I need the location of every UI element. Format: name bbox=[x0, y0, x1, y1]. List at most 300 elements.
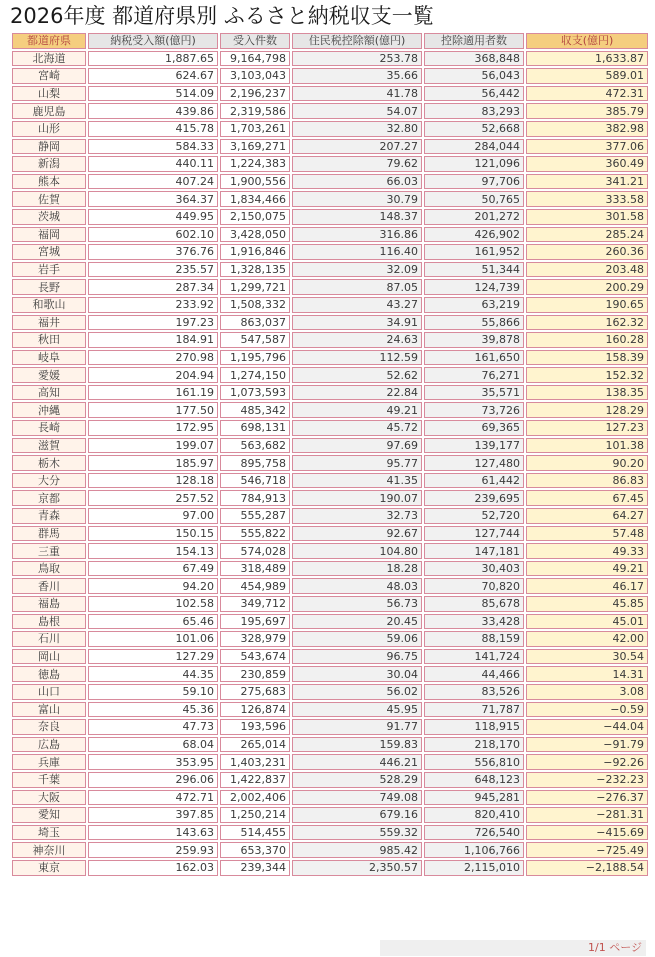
donation-count-cell: 563,682 bbox=[220, 438, 290, 454]
donation-count-cell: 1,224,383 bbox=[220, 156, 290, 172]
balance-cell: 49.21 bbox=[526, 561, 648, 577]
donation-count-cell: 555,287 bbox=[220, 508, 290, 524]
donation-count-cell: 1,422,837 bbox=[220, 772, 290, 788]
donation-count-cell: 1,900,556 bbox=[220, 174, 290, 190]
header-donation-count: 受入件数 bbox=[220, 33, 290, 49]
page-indicator: 1/1 ページ bbox=[380, 940, 646, 956]
donation-count-cell: 895,758 bbox=[220, 455, 290, 471]
deduction-users-cell: 648,123 bbox=[424, 772, 524, 788]
prefecture-cell: 岡山 bbox=[12, 649, 86, 665]
deduction-users-cell: 945,281 bbox=[424, 790, 524, 806]
prefecture-cell: 京都 bbox=[12, 490, 86, 506]
donation-amount-cell: 44.35 bbox=[88, 666, 218, 682]
tax-deduction-cell: 749.08 bbox=[292, 790, 422, 806]
table-row bbox=[12, 191, 648, 207]
deduction-users-cell: 63,219 bbox=[424, 297, 524, 313]
prefecture-cell: 香川 bbox=[12, 578, 86, 594]
tax-deduction-cell: 253.78 bbox=[292, 51, 422, 67]
header-prefecture: 都道府県 bbox=[12, 33, 86, 49]
table-row bbox=[12, 103, 648, 119]
donation-amount-cell: 101.06 bbox=[88, 631, 218, 647]
tax-deduction-cell: 52.62 bbox=[292, 367, 422, 383]
balance-cell: 162.32 bbox=[526, 315, 648, 331]
tax-deduction-cell: 207.27 bbox=[292, 139, 422, 155]
donation-amount-cell: 154.13 bbox=[88, 543, 218, 559]
deduction-users-cell: 52,668 bbox=[424, 121, 524, 137]
tax-deduction-cell: 316.86 bbox=[292, 227, 422, 243]
prefecture-cell: 石川 bbox=[12, 631, 86, 647]
tax-deduction-cell: 87.05 bbox=[292, 279, 422, 295]
tax-deduction-cell: 97.69 bbox=[292, 438, 422, 454]
donation-amount-cell: 94.20 bbox=[88, 578, 218, 594]
deduction-users-cell: 51,344 bbox=[424, 262, 524, 278]
deduction-users-cell: 44,466 bbox=[424, 666, 524, 682]
donation-amount-cell: 177.50 bbox=[88, 402, 218, 418]
deduction-users-cell: 124,739 bbox=[424, 279, 524, 295]
prefecture-cell: 沖縄 bbox=[12, 402, 86, 418]
balance-cell: −44.04 bbox=[526, 719, 648, 735]
balance-cell: 160.28 bbox=[526, 332, 648, 348]
donation-count-cell: 1,834,466 bbox=[220, 191, 290, 207]
donation-amount-cell: 353.95 bbox=[88, 754, 218, 770]
table-row bbox=[12, 402, 648, 418]
balance-cell: 67.45 bbox=[526, 490, 648, 506]
donation-amount-cell: 45.36 bbox=[88, 702, 218, 718]
tax-deduction-cell: 56.02 bbox=[292, 684, 422, 700]
donation-count-cell: 653,370 bbox=[220, 842, 290, 858]
deduction-users-cell: 88,159 bbox=[424, 631, 524, 647]
tax-deduction-cell: 66.03 bbox=[292, 174, 422, 190]
table-row bbox=[12, 702, 648, 718]
donation-amount-cell: 150.15 bbox=[88, 526, 218, 542]
donation-count-cell: 2,002,406 bbox=[220, 790, 290, 806]
table-row bbox=[12, 156, 648, 172]
prefecture-cell: 大分 bbox=[12, 473, 86, 489]
table-row bbox=[12, 367, 648, 383]
balance-cell: 190.65 bbox=[526, 297, 648, 313]
prefecture-cell: 大阪 bbox=[12, 790, 86, 806]
donation-amount-cell: 257.52 bbox=[88, 490, 218, 506]
prefecture-cell: 岩手 bbox=[12, 262, 86, 278]
prefecture-cell: 富山 bbox=[12, 702, 86, 718]
donation-count-cell: 555,822 bbox=[220, 526, 290, 542]
tax-deduction-cell: 92.67 bbox=[292, 526, 422, 542]
donation-amount-cell: 162.03 bbox=[88, 860, 218, 876]
donation-count-cell: 1,073,593 bbox=[220, 385, 290, 401]
table-row bbox=[12, 385, 648, 401]
table-row bbox=[12, 666, 648, 682]
table-row bbox=[12, 737, 648, 753]
donation-amount-cell: 407.24 bbox=[88, 174, 218, 190]
donation-amount-cell: 287.34 bbox=[88, 279, 218, 295]
header-donation-amount: 納税受入額(億円) bbox=[88, 33, 218, 49]
donation-amount-cell: 68.04 bbox=[88, 737, 218, 753]
balance-cell: 301.58 bbox=[526, 209, 648, 225]
tax-deduction-cell: 446.21 bbox=[292, 754, 422, 770]
tax-deduction-cell: 985.42 bbox=[292, 842, 422, 858]
deduction-users-cell: 83,293 bbox=[424, 103, 524, 119]
page-title: 2026年度 都道府県別 ふるさと納税収支一覧 bbox=[10, 4, 434, 28]
prefecture-cell: 福岡 bbox=[12, 227, 86, 243]
tax-deduction-cell: 159.83 bbox=[292, 737, 422, 753]
table-row bbox=[12, 825, 648, 841]
header-balance: 収支(億円) bbox=[526, 33, 648, 49]
prefecture-cell: 群馬 bbox=[12, 526, 86, 542]
donation-count-cell: 1,508,332 bbox=[220, 297, 290, 313]
balance-cell: 57.48 bbox=[526, 526, 648, 542]
deduction-users-cell: 127,744 bbox=[424, 526, 524, 542]
donation-amount-cell: 197.23 bbox=[88, 315, 218, 331]
donation-count-cell: 1,403,231 bbox=[220, 754, 290, 770]
header-row bbox=[12, 33, 648, 49]
table-row bbox=[12, 860, 648, 876]
prefecture-cell: 滋賀 bbox=[12, 438, 86, 454]
prefecture-cell: 山梨 bbox=[12, 86, 86, 102]
tax-deduction-cell: 116.40 bbox=[292, 244, 422, 260]
balance-cell: 260.36 bbox=[526, 244, 648, 260]
donation-count-cell: 1,195,796 bbox=[220, 350, 290, 366]
donation-count-cell: 3,169,271 bbox=[220, 139, 290, 155]
table-row bbox=[12, 649, 648, 665]
prefecture-cell: 広島 bbox=[12, 737, 86, 753]
tax-deduction-cell: 32.80 bbox=[292, 121, 422, 137]
prefecture-cell: 埼玉 bbox=[12, 825, 86, 841]
table-row bbox=[12, 209, 648, 225]
donation-count-cell: 514,455 bbox=[220, 825, 290, 841]
donation-amount-cell: 204.94 bbox=[88, 367, 218, 383]
balance-cell: 127.23 bbox=[526, 420, 648, 436]
deduction-users-cell: 71,787 bbox=[424, 702, 524, 718]
prefecture-cell: 新潟 bbox=[12, 156, 86, 172]
prefecture-cell: 山形 bbox=[12, 121, 86, 137]
tax-deduction-cell: 54.07 bbox=[292, 103, 422, 119]
donation-amount-cell: 235.57 bbox=[88, 262, 218, 278]
deduction-users-cell: 368,848 bbox=[424, 51, 524, 67]
balance-cell: 3.08 bbox=[526, 684, 648, 700]
table-row bbox=[12, 438, 648, 454]
balance-cell: 333.58 bbox=[526, 191, 648, 207]
donation-count-cell: 698,131 bbox=[220, 420, 290, 436]
balance-cell: 101.38 bbox=[526, 438, 648, 454]
deduction-users-cell: 61,442 bbox=[424, 473, 524, 489]
donation-amount-cell: 199.07 bbox=[88, 438, 218, 454]
tax-deduction-cell: 2,350.57 bbox=[292, 860, 422, 876]
tax-deduction-cell: 32.73 bbox=[292, 508, 422, 524]
deduction-users-cell: 70,820 bbox=[424, 578, 524, 594]
balance-cell: 382.98 bbox=[526, 121, 648, 137]
table-row bbox=[12, 174, 648, 190]
tax-deduction-cell: 112.59 bbox=[292, 350, 422, 366]
donation-amount-cell: 472.71 bbox=[88, 790, 218, 806]
donation-amount-cell: 128.18 bbox=[88, 473, 218, 489]
donation-amount-cell: 143.63 bbox=[88, 825, 218, 841]
balance-cell: 14.31 bbox=[526, 666, 648, 682]
deduction-users-cell: 426,902 bbox=[424, 227, 524, 243]
donation-count-cell: 546,718 bbox=[220, 473, 290, 489]
prefecture-cell: 岐阜 bbox=[12, 350, 86, 366]
tax-deduction-cell: 41.35 bbox=[292, 473, 422, 489]
tax-deduction-cell: 24.63 bbox=[292, 332, 422, 348]
table-row bbox=[12, 508, 648, 524]
balance-cell: 86.83 bbox=[526, 473, 648, 489]
table-row bbox=[12, 614, 648, 630]
deduction-users-cell: 218,170 bbox=[424, 737, 524, 753]
tax-deduction-cell: 45.95 bbox=[292, 702, 422, 718]
header-deduction-users: 控除適用者数 bbox=[424, 33, 524, 49]
donation-count-cell: 230,859 bbox=[220, 666, 290, 682]
donation-amount-cell: 127.29 bbox=[88, 649, 218, 665]
deduction-users-cell: 83,526 bbox=[424, 684, 524, 700]
donation-count-cell: 349,712 bbox=[220, 596, 290, 612]
prefecture-cell: 秋田 bbox=[12, 332, 86, 348]
table-row bbox=[12, 526, 648, 542]
deduction-users-cell: 127,480 bbox=[424, 455, 524, 471]
deduction-users-cell: 56,043 bbox=[424, 68, 524, 84]
donation-count-cell: 1,250,214 bbox=[220, 807, 290, 823]
balance-cell: 138.35 bbox=[526, 385, 648, 401]
balance-cell: 200.29 bbox=[526, 279, 648, 295]
balance-cell: −415.69 bbox=[526, 825, 648, 841]
balance-cell: −0.59 bbox=[526, 702, 648, 718]
prefecture-cell: 北海道 bbox=[12, 51, 86, 67]
table-row bbox=[12, 807, 648, 823]
deduction-users-cell: 284,044 bbox=[424, 139, 524, 155]
donation-amount-cell: 259.93 bbox=[88, 842, 218, 858]
donation-count-cell: 863,037 bbox=[220, 315, 290, 331]
table-row bbox=[12, 332, 648, 348]
donation-amount-cell: 296.06 bbox=[88, 772, 218, 788]
prefecture-cell: 高知 bbox=[12, 385, 86, 401]
prefecture-cell: 和歌山 bbox=[12, 297, 86, 313]
balance-cell: 45.01 bbox=[526, 614, 648, 630]
donation-amount-cell: 184.91 bbox=[88, 332, 218, 348]
prefecture-cell: 愛知 bbox=[12, 807, 86, 823]
deduction-users-cell: 76,271 bbox=[424, 367, 524, 383]
table-row bbox=[12, 279, 648, 295]
table-header bbox=[12, 33, 648, 49]
table-row bbox=[12, 350, 648, 366]
donation-amount-cell: 233.92 bbox=[88, 297, 218, 313]
donation-amount-cell: 376.76 bbox=[88, 244, 218, 260]
tax-deduction-cell: 30.04 bbox=[292, 666, 422, 682]
deduction-users-cell: 33,428 bbox=[424, 614, 524, 630]
donation-amount-cell: 602.10 bbox=[88, 227, 218, 243]
prefecture-cell: 山口 bbox=[12, 684, 86, 700]
table-row bbox=[12, 490, 648, 506]
deduction-users-cell: 118,915 bbox=[424, 719, 524, 735]
balance-cell: 45.85 bbox=[526, 596, 648, 612]
deduction-users-cell: 1,106,766 bbox=[424, 842, 524, 858]
donation-count-cell: 318,489 bbox=[220, 561, 290, 577]
donation-amount-cell: 59.10 bbox=[88, 684, 218, 700]
tax-deduction-cell: 56.73 bbox=[292, 596, 422, 612]
deduction-users-cell: 30,403 bbox=[424, 561, 524, 577]
donation-count-cell: 1,328,135 bbox=[220, 262, 290, 278]
prefecture-cell: 福島 bbox=[12, 596, 86, 612]
deduction-users-cell: 139,177 bbox=[424, 438, 524, 454]
donation-amount-cell: 440.11 bbox=[88, 156, 218, 172]
deduction-users-cell: 726,540 bbox=[424, 825, 524, 841]
donation-amount-cell: 47.73 bbox=[88, 719, 218, 735]
balance-cell: 64.27 bbox=[526, 508, 648, 524]
donation-count-cell: 547,587 bbox=[220, 332, 290, 348]
donation-count-cell: 328,979 bbox=[220, 631, 290, 647]
tax-deduction-cell: 559.32 bbox=[292, 825, 422, 841]
balance-cell: 385.79 bbox=[526, 103, 648, 119]
tax-deduction-cell: 30.79 bbox=[292, 191, 422, 207]
tax-deduction-cell: 95.77 bbox=[292, 455, 422, 471]
balance-cell: 285.24 bbox=[526, 227, 648, 243]
donation-count-cell: 193,596 bbox=[220, 719, 290, 735]
deduction-users-cell: 556,810 bbox=[424, 754, 524, 770]
balance-cell: 1,633.87 bbox=[526, 51, 648, 67]
balance-cell: 46.17 bbox=[526, 578, 648, 594]
prefecture-cell: 兵庫 bbox=[12, 754, 86, 770]
donation-count-cell: 195,697 bbox=[220, 614, 290, 630]
deduction-users-cell: 201,272 bbox=[424, 209, 524, 225]
table-row bbox=[12, 68, 648, 84]
deduction-users-cell: 161,650 bbox=[424, 350, 524, 366]
balance-cell: 49.33 bbox=[526, 543, 648, 559]
prefecture-cell: 静岡 bbox=[12, 139, 86, 155]
tax-deduction-cell: 45.72 bbox=[292, 420, 422, 436]
deduction-users-cell: 820,410 bbox=[424, 807, 524, 823]
table-row bbox=[12, 561, 648, 577]
donation-amount-cell: 102.58 bbox=[88, 596, 218, 612]
deduction-users-cell: 161,952 bbox=[424, 244, 524, 260]
donation-amount-cell: 65.46 bbox=[88, 614, 218, 630]
table-row bbox=[12, 473, 648, 489]
balance-cell: 589.01 bbox=[526, 68, 648, 84]
donation-amount-cell: 584.33 bbox=[88, 139, 218, 155]
tax-deduction-cell: 41.78 bbox=[292, 86, 422, 102]
donation-count-cell: 3,103,043 bbox=[220, 68, 290, 84]
donation-amount-cell: 397.85 bbox=[88, 807, 218, 823]
tax-deduction-cell: 22.84 bbox=[292, 385, 422, 401]
prefecture-cell: 千葉 bbox=[12, 772, 86, 788]
donation-count-cell: 239,344 bbox=[220, 860, 290, 876]
prefecture-cell: 長崎 bbox=[12, 420, 86, 436]
tax-deduction-cell: 148.37 bbox=[292, 209, 422, 225]
donation-count-cell: 9,164,798 bbox=[220, 51, 290, 67]
deduction-users-cell: 73,726 bbox=[424, 402, 524, 418]
table-row bbox=[12, 262, 648, 278]
donation-amount-cell: 1,887.65 bbox=[88, 51, 218, 67]
prefecture-cell: 長野 bbox=[12, 279, 86, 295]
deduction-users-cell: 85,678 bbox=[424, 596, 524, 612]
table-row bbox=[12, 455, 648, 471]
donation-count-cell: 265,014 bbox=[220, 737, 290, 753]
table-row bbox=[12, 684, 648, 700]
table-row bbox=[12, 121, 648, 137]
prefecture-cell: 奈良 bbox=[12, 719, 86, 735]
donation-amount-cell: 415.78 bbox=[88, 121, 218, 137]
table-row bbox=[12, 719, 648, 735]
prefecture-cell: 鳥取 bbox=[12, 561, 86, 577]
balance-cell: 472.31 bbox=[526, 86, 648, 102]
balance-cell: −281.31 bbox=[526, 807, 648, 823]
balance-cell: 128.29 bbox=[526, 402, 648, 418]
table-row bbox=[12, 315, 648, 331]
balance-cell: 377.06 bbox=[526, 139, 648, 155]
donation-count-cell: 2,150,075 bbox=[220, 209, 290, 225]
donation-count-cell: 485,342 bbox=[220, 402, 290, 418]
balance-cell: −725.49 bbox=[526, 842, 648, 858]
donation-amount-cell: 67.49 bbox=[88, 561, 218, 577]
prefecture-cell: 東京 bbox=[12, 860, 86, 876]
donation-count-cell: 126,874 bbox=[220, 702, 290, 718]
prefecture-cell: 福井 bbox=[12, 315, 86, 331]
tax-deduction-cell: 190.07 bbox=[292, 490, 422, 506]
prefecture-cell: 三重 bbox=[12, 543, 86, 559]
donation-amount-cell: 161.19 bbox=[88, 385, 218, 401]
prefecture-cell: 茨城 bbox=[12, 209, 86, 225]
donation-count-cell: 2,319,586 bbox=[220, 103, 290, 119]
tax-deduction-cell: 35.66 bbox=[292, 68, 422, 84]
tax-deduction-cell: 91.77 bbox=[292, 719, 422, 735]
table-row bbox=[12, 596, 648, 612]
table-row bbox=[12, 51, 648, 67]
table-row bbox=[12, 139, 648, 155]
table-row bbox=[12, 578, 648, 594]
table-row bbox=[12, 842, 648, 858]
table-row bbox=[12, 631, 648, 647]
donation-amount-cell: 270.98 bbox=[88, 350, 218, 366]
donation-amount-cell: 172.95 bbox=[88, 420, 218, 436]
donation-amount-cell: 624.67 bbox=[88, 68, 218, 84]
prefecture-cell: 宮崎 bbox=[12, 68, 86, 84]
deduction-users-cell: 147,181 bbox=[424, 543, 524, 559]
deduction-users-cell: 55,866 bbox=[424, 315, 524, 331]
balance-cell: −91.79 bbox=[526, 737, 648, 753]
balance-cell: 203.48 bbox=[526, 262, 648, 278]
tax-deduction-cell: 59.06 bbox=[292, 631, 422, 647]
table-row bbox=[12, 227, 648, 243]
tax-deduction-cell: 679.16 bbox=[292, 807, 422, 823]
donation-amount-cell: 449.95 bbox=[88, 209, 218, 225]
deduction-users-cell: 2,115,010 bbox=[424, 860, 524, 876]
tax-deduction-cell: 20.45 bbox=[292, 614, 422, 630]
tax-deduction-cell: 104.80 bbox=[292, 543, 422, 559]
table-row bbox=[12, 790, 648, 806]
table-row bbox=[12, 420, 648, 436]
balance-cell: 360.49 bbox=[526, 156, 648, 172]
prefecture-cell: 栃木 bbox=[12, 455, 86, 471]
donation-count-cell: 2,196,237 bbox=[220, 86, 290, 102]
donation-count-cell: 543,674 bbox=[220, 649, 290, 665]
deduction-users-cell: 52,720 bbox=[424, 508, 524, 524]
tax-deduction-cell: 43.27 bbox=[292, 297, 422, 313]
table-row bbox=[12, 772, 648, 788]
deduction-users-cell: 69,365 bbox=[424, 420, 524, 436]
table-row bbox=[12, 86, 648, 102]
tax-deduction-cell: 34.91 bbox=[292, 315, 422, 331]
donation-count-cell: 1,703,261 bbox=[220, 121, 290, 137]
donation-amount-cell: 364.37 bbox=[88, 191, 218, 207]
prefecture-cell: 徳島 bbox=[12, 666, 86, 682]
balance-cell: 30.54 bbox=[526, 649, 648, 665]
donation-count-cell: 3,428,050 bbox=[220, 227, 290, 243]
donation-amount-cell: 185.97 bbox=[88, 455, 218, 471]
tax-deduction-cell: 48.03 bbox=[292, 578, 422, 594]
table-row bbox=[12, 543, 648, 559]
balance-cell: 42.00 bbox=[526, 631, 648, 647]
balance-cell: −276.37 bbox=[526, 790, 648, 806]
donation-amount-cell: 439.86 bbox=[88, 103, 218, 119]
balance-cell: 152.32 bbox=[526, 367, 648, 383]
balance-cell: −92.26 bbox=[526, 754, 648, 770]
prefecture-cell: 島根 bbox=[12, 614, 86, 630]
